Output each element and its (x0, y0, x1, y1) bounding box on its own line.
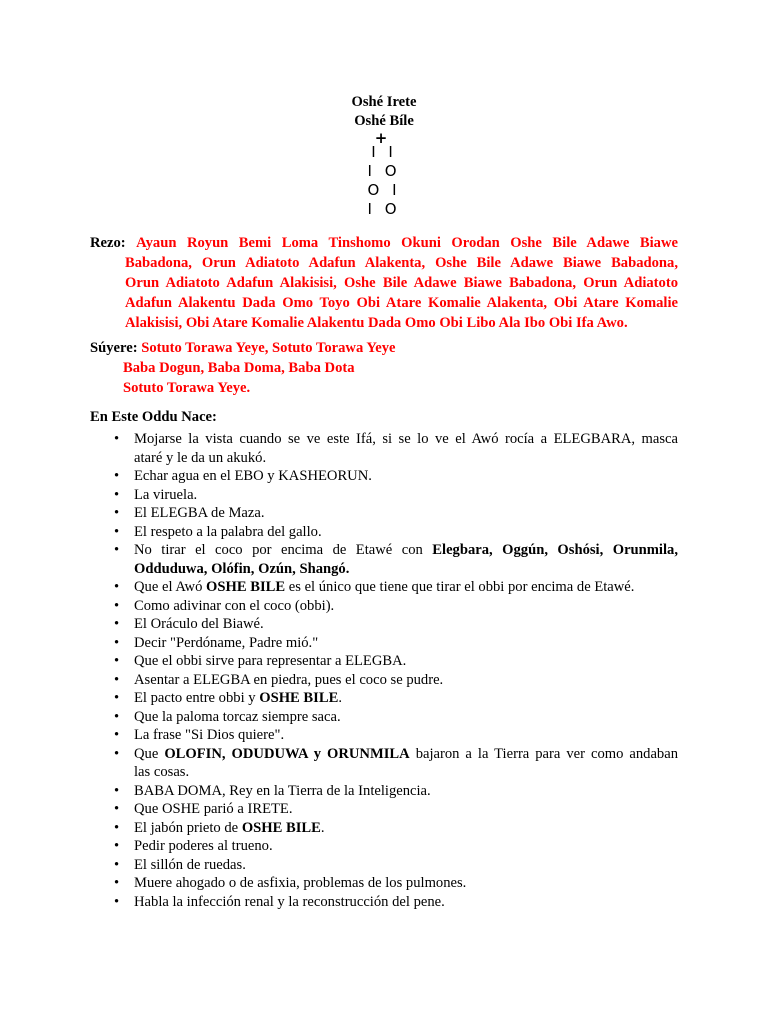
list-item (90, 837, 678, 856)
item-bold-text: OLOFIN, ODUDUWA y ORUNMILA (164, 745, 410, 762)
list-item (90, 652, 678, 671)
list-item (90, 541, 678, 578)
item-text: Habla la infección renal y la reconstrucción del pene. (134, 893, 445, 910)
bullet-icon: • (114, 838, 120, 854)
item-text-end: . (320, 819, 325, 836)
item-text: El Oráculo del Biawé. (134, 616, 264, 632)
bullet-icon: • (114, 819, 120, 836)
rezo-label: Rezo: (90, 235, 126, 251)
bullet-icon: • (114, 523, 120, 540)
item-line (134, 541, 678, 560)
bullet-icon: • (114, 708, 120, 725)
list-item (90, 689, 678, 708)
item-text-end: es el único que tiene que tirar el obbi por encima de Etawé. (285, 579, 635, 595)
list-item (90, 745, 678, 782)
suyere-line-1 (90, 338, 678, 358)
list-item (90, 578, 678, 597)
bullet-icon: • (114, 782, 120, 799)
item-bold-text: OSHE BILE (259, 690, 339, 706)
item-bold-text-cont: Odduduwa, Olófin, Ozún, Shangó. (134, 560, 350, 577)
list-item (90, 486, 678, 505)
list-item (90, 782, 678, 801)
item-text: El ELEGBA de Maza. (134, 505, 265, 521)
rezo-section (90, 233, 678, 333)
item-text: BABA DOMA, Rey en la Tierra de la Inteligencia. (134, 782, 431, 799)
items-list (90, 430, 678, 911)
rezo-line-4: Adafun Alakentu Dada Omo Toyo Obi Atare Komalie Alakenta, Obi Atare Komalie (125, 295, 678, 311)
list-item (90, 671, 678, 690)
rezo-line-2: Babadona, Orun Adiatoto Adafun Alakenta, Oshe Bile Adawe Biawe Babadona, (125, 255, 678, 271)
bullet-icon: • (114, 893, 120, 910)
item-text: Pedir poderes al trueno. (134, 838, 273, 854)
item-text: El pacto entre obbi y (134, 690, 260, 706)
list-item (90, 800, 678, 819)
item-text: Como adivinar con el coco (obbi). (134, 597, 335, 614)
item-text: El sillón de ruedas. (134, 856, 246, 873)
list-item (90, 874, 678, 893)
suyere-text-1: Sotuto Torawa Yeye, Sotuto Torawa Yeye (141, 340, 396, 356)
suyere-line-3: Sotuto Torawa Yeye. (123, 380, 251, 396)
sign-cross: + (374, 129, 392, 147)
bullet-icon: • (114, 634, 120, 651)
bullet-icon: • (114, 690, 120, 706)
list-item (90, 523, 678, 542)
item-text: No tirar el coco por encima de Etawé con (134, 542, 433, 558)
bullet-icon: • (114, 801, 120, 817)
item-text-end: . (338, 690, 342, 706)
item-text: Muere ahogado o de asfixia, problemas de los pulmones. (134, 875, 467, 891)
bullet-icon: • (114, 431, 120, 447)
item-text: Que OSHE parió a IRETE. (134, 801, 293, 817)
bullet-icon: • (114, 671, 120, 688)
suyere-label: Súyere: (90, 340, 138, 356)
bullet-icon: • (114, 616, 120, 632)
bullet-icon: • (114, 597, 120, 614)
list-item (90, 597, 678, 616)
bullet-icon: • (114, 653, 120, 669)
title-oshe-irete: Oshé Irete (351, 94, 417, 110)
item-bold-text: OSHE BILE (241, 819, 321, 836)
list-item (90, 726, 678, 745)
item-bold-text: Elegbara, Oggún, Oshósi, Orunmila, (432, 542, 678, 558)
bullet-icon: • (114, 745, 120, 762)
item-text-cont: las cosas. (134, 764, 190, 780)
list-item (90, 708, 678, 727)
list-item (90, 504, 678, 523)
sign-row-2: I O (367, 162, 401, 180)
item-text: El jabón prieto de (134, 819, 242, 836)
item-bold-text: OSHE BILE (206, 579, 286, 595)
item-text: La viruela. (134, 486, 198, 503)
bullet-icon: • (114, 486, 120, 503)
item-text-cont: ataré y le da un akukó. (134, 449, 267, 466)
bullet-icon: • (114, 727, 120, 743)
item-text: Echar agua en el EBO y KASHEORUN. (134, 468, 372, 484)
list-item (90, 856, 678, 875)
bullet-icon: • (114, 875, 120, 891)
list-item (90, 634, 678, 653)
bullet-icon: • (114, 505, 120, 521)
bullet-icon: • (114, 579, 120, 595)
suyere-line-2: Baba Dogun, Baba Doma, Baba Dota (123, 360, 355, 376)
sign-row-4: I O (367, 200, 401, 218)
list-item (90, 819, 678, 838)
list-item (90, 430, 678, 467)
rezo-line-1 (90, 233, 678, 253)
title-oshe-bile: Oshé Bíle (354, 113, 414, 129)
list-item (90, 893, 678, 912)
item-text: Que (134, 745, 165, 762)
item-text: Mojarse la vista cuando se ve este Ifá, si se lo ve el Awó rocía a ELEGBARA, masca (134, 431, 678, 447)
bullet-icon: • (114, 542, 120, 558)
section-heading: En Este Oddu Nace: (90, 409, 217, 425)
rezo-line-5: Alakisisi, Obi Atare Komalie Alakentu Dada Omo Obi Libo Ala Ibo Obi Ifa Awo. (125, 315, 628, 331)
sign-row-3: O I (367, 181, 401, 199)
item-text-mid: bajaron a la Tierra para ver como andaban (409, 745, 679, 762)
item-text: Que el Awó (134, 579, 207, 595)
item-text: Que la paloma torcaz siempre saca. (134, 708, 341, 725)
suyere-section (90, 338, 678, 398)
list-item (90, 615, 678, 634)
rezo-line-3: Orun Adiatoto Adafun Alakisisi, Oshe Bile Adawe Biawe Babadona, Orun Adiatoto (125, 275, 678, 291)
bullet-icon: • (114, 468, 120, 484)
bullet-icon: • (114, 856, 120, 873)
sign-row-1: I I (371, 143, 397, 161)
rezo-text-1: Ayaun Royun Bemi Loma Tinshomo Okuni Orodan Oshe Bile Adawe Biawe (136, 235, 678, 251)
item-text: La frase "Si Dios quiere". (134, 727, 285, 743)
list-item (90, 467, 678, 486)
item-line (134, 745, 678, 764)
item-text: Que el obbi sirve para representar a ELEGBA. (134, 653, 407, 669)
item-text: El respeto a la palabra del gallo. (134, 523, 322, 540)
item-text: Asentar a ELEGBA en piedra, pues el coco se pudre. (134, 671, 444, 688)
item-text: Decir "Perdóname, Padre mió." (134, 634, 319, 651)
